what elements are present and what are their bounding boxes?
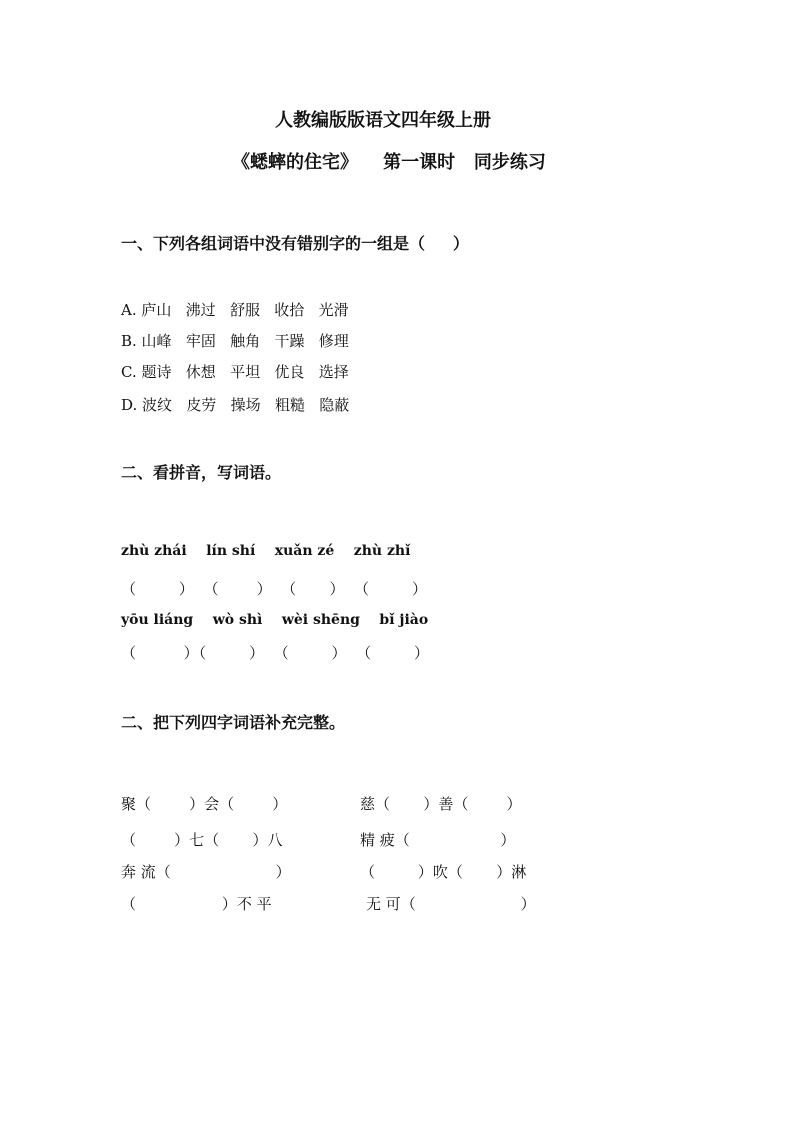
idiom-right-2: 精 疲（ ） bbox=[360, 831, 516, 849]
idiom-left-3: 奔 流（ ） bbox=[121, 863, 291, 881]
option-c: C. 题诗 休想 平坦 优良 选择 bbox=[121, 363, 349, 381]
pinyin-row-2: yōu liáng wò shì wèi shēng bǐ jiào bbox=[121, 612, 429, 628]
idiom-left-1: 聚（ ）会（ ） bbox=[121, 795, 288, 813]
idiom-right-4: 无 可（ ） bbox=[366, 895, 536, 913]
option-b: B. 山峰 牢固 触角 干躁 修理 bbox=[121, 332, 349, 350]
idiom-left-4: （ ）不 平 bbox=[121, 895, 272, 913]
page-title-line2: 《蟋蟀的住宅》 第一课时 同步练习 bbox=[232, 152, 546, 173]
section2-heading: 二、看拼音，写词语。 bbox=[121, 463, 282, 482]
answer-blanks-row-2: （ ）（ ） （ ） （ ） bbox=[121, 644, 429, 662]
section1-heading: 一、下列各组词语中没有错别字的一组是（ ） bbox=[121, 234, 469, 253]
idiom-left-2: （ ）七（ ）八 bbox=[121, 831, 283, 849]
page-title-line1: 人教编版版语文四年级上册 bbox=[275, 110, 491, 131]
idiom-right-1: 慈（ ）善（ ） bbox=[360, 795, 522, 813]
answer-blanks-row-1: （ ） （ ） （ ） （ ） bbox=[121, 580, 427, 598]
idiom-right-3: （ ）吹（ ）淋 bbox=[360, 863, 527, 881]
option-d: D. 波纹 皮劳 操场 粗糙 隐蔽 bbox=[121, 396, 350, 414]
option-a: A. 庐山 沸过 舒服 收拾 光滑 bbox=[121, 301, 349, 319]
section3-heading: 二、把下列四字词语补充完整。 bbox=[121, 713, 346, 732]
pinyin-row-1: zhù zhái lín shí xuǎn zé zhù zhǐ bbox=[121, 543, 411, 559]
